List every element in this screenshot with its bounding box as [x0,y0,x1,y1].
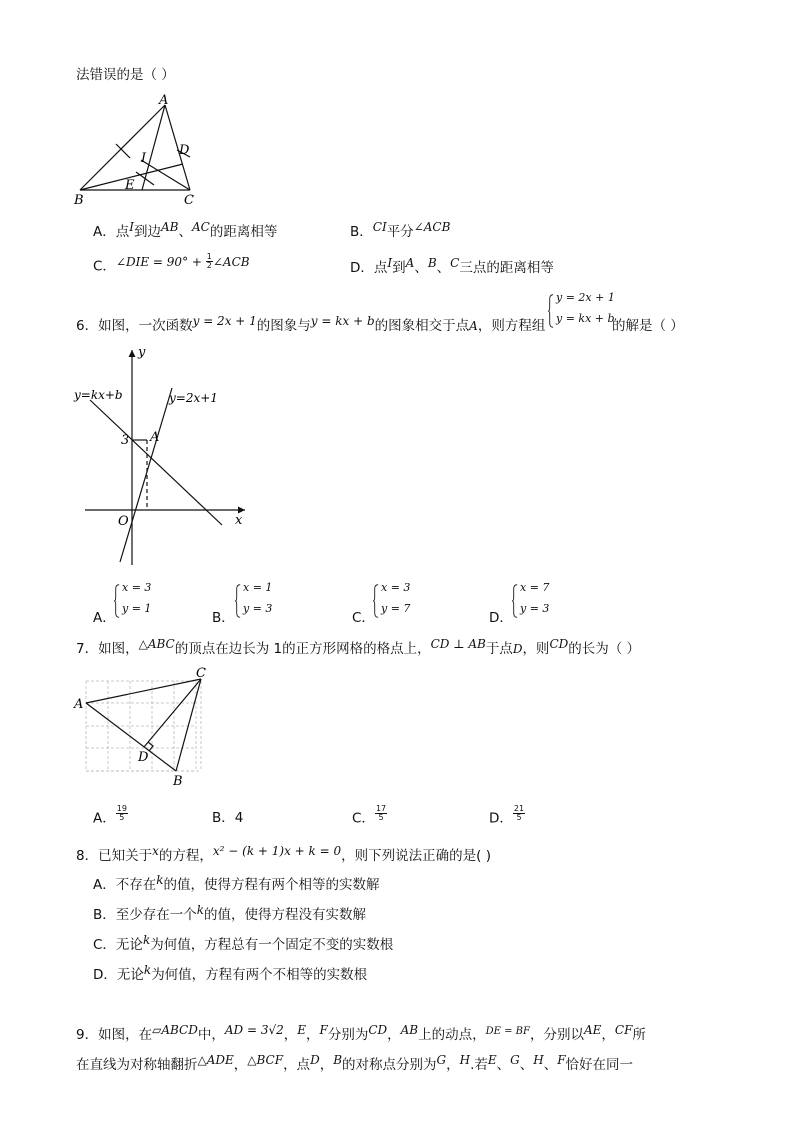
bisector-a [142,105,165,190]
q8-option-b: B．至少存在一个k的值，使得方程没有实数解 [93,903,367,923]
label-b: B [74,193,84,208]
q9-line-1: 9．如图，在▱ABCD中，AD = 3√2，E，F分别为CD，AB上的动点，$^{DE = BF}$，分别以AE，CF所 [76,1023,646,1043]
side-ab [86,703,176,771]
q7-option-c: C． $\frac{17}{5}$ [352,804,387,827]
q6-option-c-key: C． [352,610,375,626]
origin-label: O [118,514,129,529]
label-e: E [125,178,135,193]
q6-stem: 6．如图，一次函数y = 2x + 1的图象与y = kx + b的图象相交于点A，则方程组 [76,314,546,334]
q8-option-d: D．无论k为何值，方程有两个不相等的实数根 [93,963,368,983]
q6-option-b: x = 1 y = 3 [235,581,295,623]
q6-stem-end: 的解是（ ） [612,318,684,334]
q9-line-2: 在直线为对称轴翻折△ADE，△BCF，点D，B的对称点分别为G，H.若E、G、H、F恰好在同一 [76,1053,634,1073]
line-2x-plus-1 [120,388,172,562]
line-kx-plus-b [90,400,222,525]
q7-stem: 7．如图，△ABC的顶点在边长为 1的正方形网格的格点上，CD ⊥ AB于点D，则CD的长为（ ） [76,637,641,657]
q6-equation-system: y = 2x + 1 y = kx + b [548,291,618,333]
q7-option-a: A． $\frac{19}{5}$ [93,804,127,827]
q6-option-a: x = 3 y = 1 [114,581,174,623]
label-d: D [179,143,190,158]
q5-option-a: A．点I到边AB、AC的距离相等 [93,220,278,240]
y-axis-label: y [138,345,146,360]
line1-label: y=2x+1 [169,391,218,405]
q6-option-c: x = 3 y = 7 [373,581,433,623]
q8-option-a: A．不存在k的值，使得方程有两个相等的实数解 [93,873,380,893]
label-d: D [138,750,149,765]
label-c: C [196,666,206,681]
q7-option-b: B．4 [212,810,244,826]
q6-option-d-key: D． [489,610,513,626]
q6-function-graph [70,340,260,570]
side-ab [80,105,165,190]
side-cb [176,679,201,771]
q8-option-c: C．无论k为何值，方程总有一个固定不变的实数根 [93,933,394,953]
point-a-label: A [150,430,160,445]
label-a: A [159,93,169,108]
q6-option-a-key: A． [93,610,116,626]
x-axis-label: x [235,513,243,528]
label-b: B [173,774,183,788]
q7-option-d: D． $\frac{21}{5}$ [489,804,525,827]
q5-option-b: B．CI平分∠ACB [350,220,451,240]
q6-option-b-key: B． [212,610,235,626]
q5-triangle-figure [70,92,210,208]
q5-option-d: D．点I到A、B、C三点的距离相等 [350,256,554,276]
arc-mark-1 [116,144,130,158]
label-a: A [74,697,84,712]
label-i: I [141,151,147,166]
q7-grid-triangle-figure [72,664,217,788]
tick-3-label: 3 [121,433,130,448]
q5-option-c: C．∠DIE = 90° + $\frac{1}{2}$ ∠ACB [93,252,250,275]
q6-option-d: x = 7 y = 3 [512,581,572,623]
label-c: C [184,193,194,208]
line2-label: y=kx+b [74,388,123,402]
q8-stem: 8．已知关于x的方程，x² − (k + 1)x + k = 0，则下列说法正确的是( ) [76,844,491,864]
q5-tail-text: 法错误的是（ ） [76,67,175,83]
